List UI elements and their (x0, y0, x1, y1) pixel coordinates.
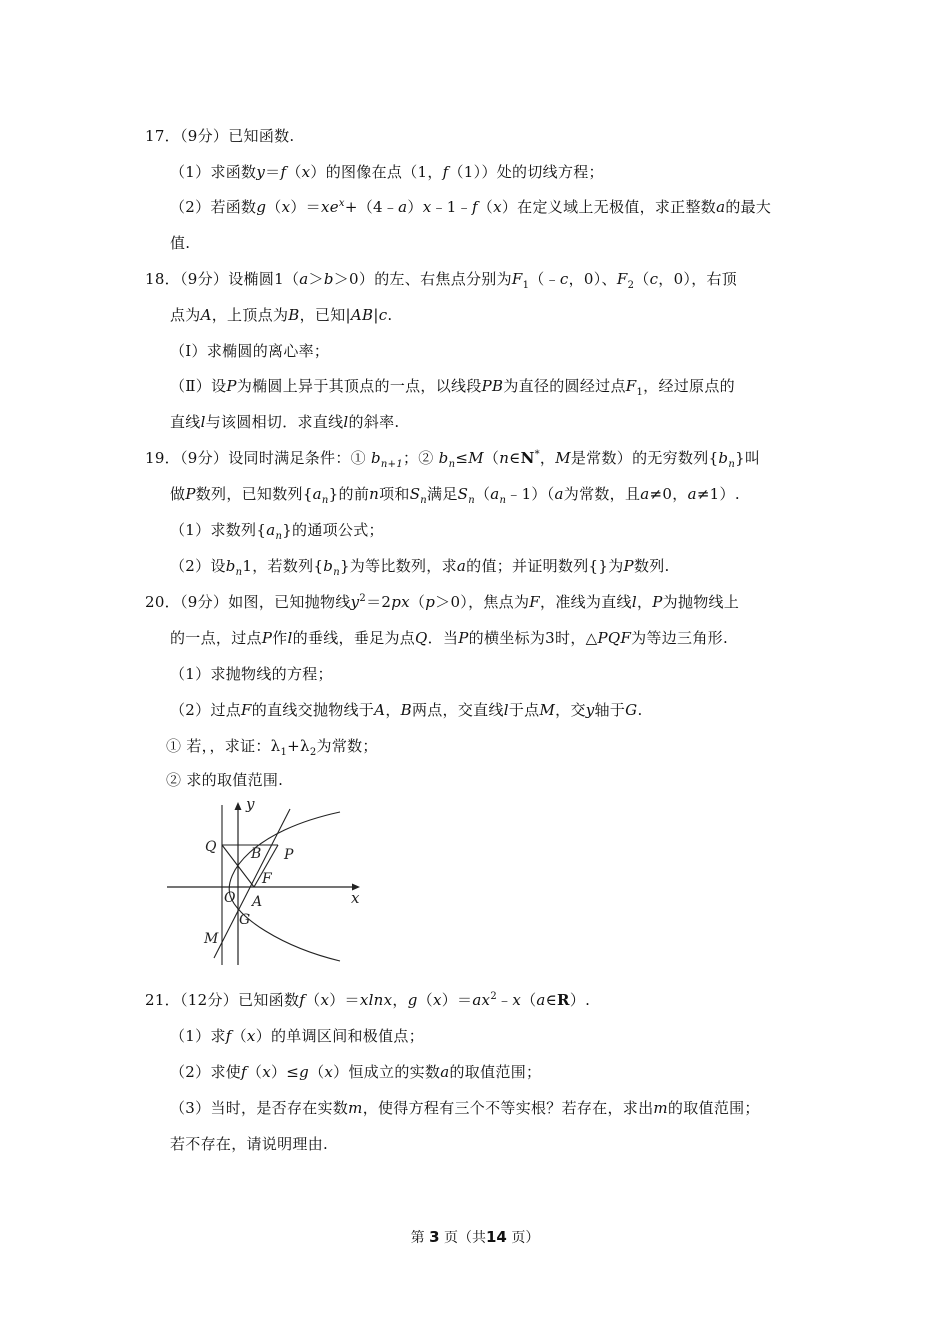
parabola-figure (162, 795, 372, 970)
problem-17-part-1: （1）求函数y＝f（x）的图像在点（1，f（1））处的切线方程； (170, 163, 604, 181)
problem-19-part-2: （2）设$b_n1$，若数列$\{b_n\}$为等比数列，求a的值；并证明数列{}为P数列. (170, 557, 670, 578)
figure-label-b: B (251, 846, 262, 862)
problem-21-heading: 21．（12分）已知函数f（x）＝xlnx，$g(x)=ax^2﹣x(a\in R)$. (145, 991, 591, 1009)
page-number: 3 (429, 1228, 440, 1246)
problem-19-heading: 19．（9分）设同时满足条件：① $b_{n+1}$；② $b_n\le M(n\in N^*$，M是常数）的无穷数列$\{b_n\}$叫 (145, 449, 761, 470)
problem-20-heading: 20．（9分）如图，已知抛物线$y^2=2px(p>0)$，焦点为F，准线为直线l，P为抛物线上 (145, 593, 740, 611)
problem-21-part-3-cont: 若不存在，请说明理由. (170, 1135, 329, 1153)
problem-18-heading: 18．（9分）设椭圆1（a＞b＞0）的左、右焦点分别为$F_1(﹣c$，0）、$F_2(c$，0），右顶 (145, 270, 738, 291)
figure-label-g: G (239, 912, 251, 928)
problem-20-heading-cont: 的一点，过点P作l的垂线，垂足为点Q．当P的横坐标为3时，△PQF为等边三角形. (170, 629, 729, 647)
problem-21-part-3: （3）当时，是否存在实数m，使得方程有三个不等实根？若存在，求出m的取值范围； (170, 1099, 760, 1117)
problem-17-part-2-cont: 值. (170, 234, 191, 252)
figure-label-m: M (204, 931, 219, 947)
page-footer: 第 3 页（共14 页） (410, 1228, 540, 1246)
figure-label-f: F (262, 871, 272, 887)
figure-label-o: O (224, 890, 236, 906)
page-total: 14 (486, 1228, 507, 1246)
problem-20-sub-2: ② 求的取值范围. (166, 771, 284, 789)
problem-18-part-2: （Ⅱ）设P为椭圆上异于其顶点的一点，以线段PB为直径的圆经过点$F_1$，经过原点的 (170, 377, 735, 398)
problem-18-part-2-cont: 直线l与该圆相切．求直线l的斜率. (170, 413, 400, 431)
figure-label-a: A (252, 894, 263, 910)
figure-label-y: y (246, 795, 255, 813)
problem-21-part-2: （2）求使f（x）≤g（x）恒成立的实数a的取值范围； (170, 1063, 542, 1081)
figure-label-x: x (351, 889, 360, 907)
problem-17-heading: 17．（9分）已知函数. (145, 127, 295, 145)
problem-21-part-1: （1）求f（x）的单调区间和极值点； (170, 1027, 424, 1045)
problem-19-part-1: （1）求数列$\{a_n\}$的通项公式； (170, 521, 384, 542)
figure-label-q: Q (205, 839, 217, 855)
problem-20-sub-1: ① 若，，求证：$\lambda_1+\lambda_2$为常数； (166, 737, 378, 758)
problem-18-part-1: （Ⅰ）求椭圆的离心率； (170, 342, 330, 360)
problem-20-part-2: （2）过点F的直线交抛物线于A，B两点，交直线l于点M，交y轴于G. (170, 701, 643, 719)
figure-label-p: P (284, 847, 294, 863)
problem-17-part-2: （2）若函数$g(x)=xe^x+(4﹣a)x﹣1﹣f(x)$在定义域上无极值，求正整数a的最大 (170, 198, 772, 216)
problem-19-heading-cont: 做P数列，已知数列$\{a_n\}$的前n项和$S_n$满足$S_n(a_n﹣1)(a$为常数，且a≠0，a≠1）. (170, 485, 740, 506)
problem-18-heading-cont: 点为A，上顶点为B，已知|AB|c. (170, 306, 393, 324)
problem-20-part-1: （1）求抛物线的方程； (170, 665, 333, 683)
